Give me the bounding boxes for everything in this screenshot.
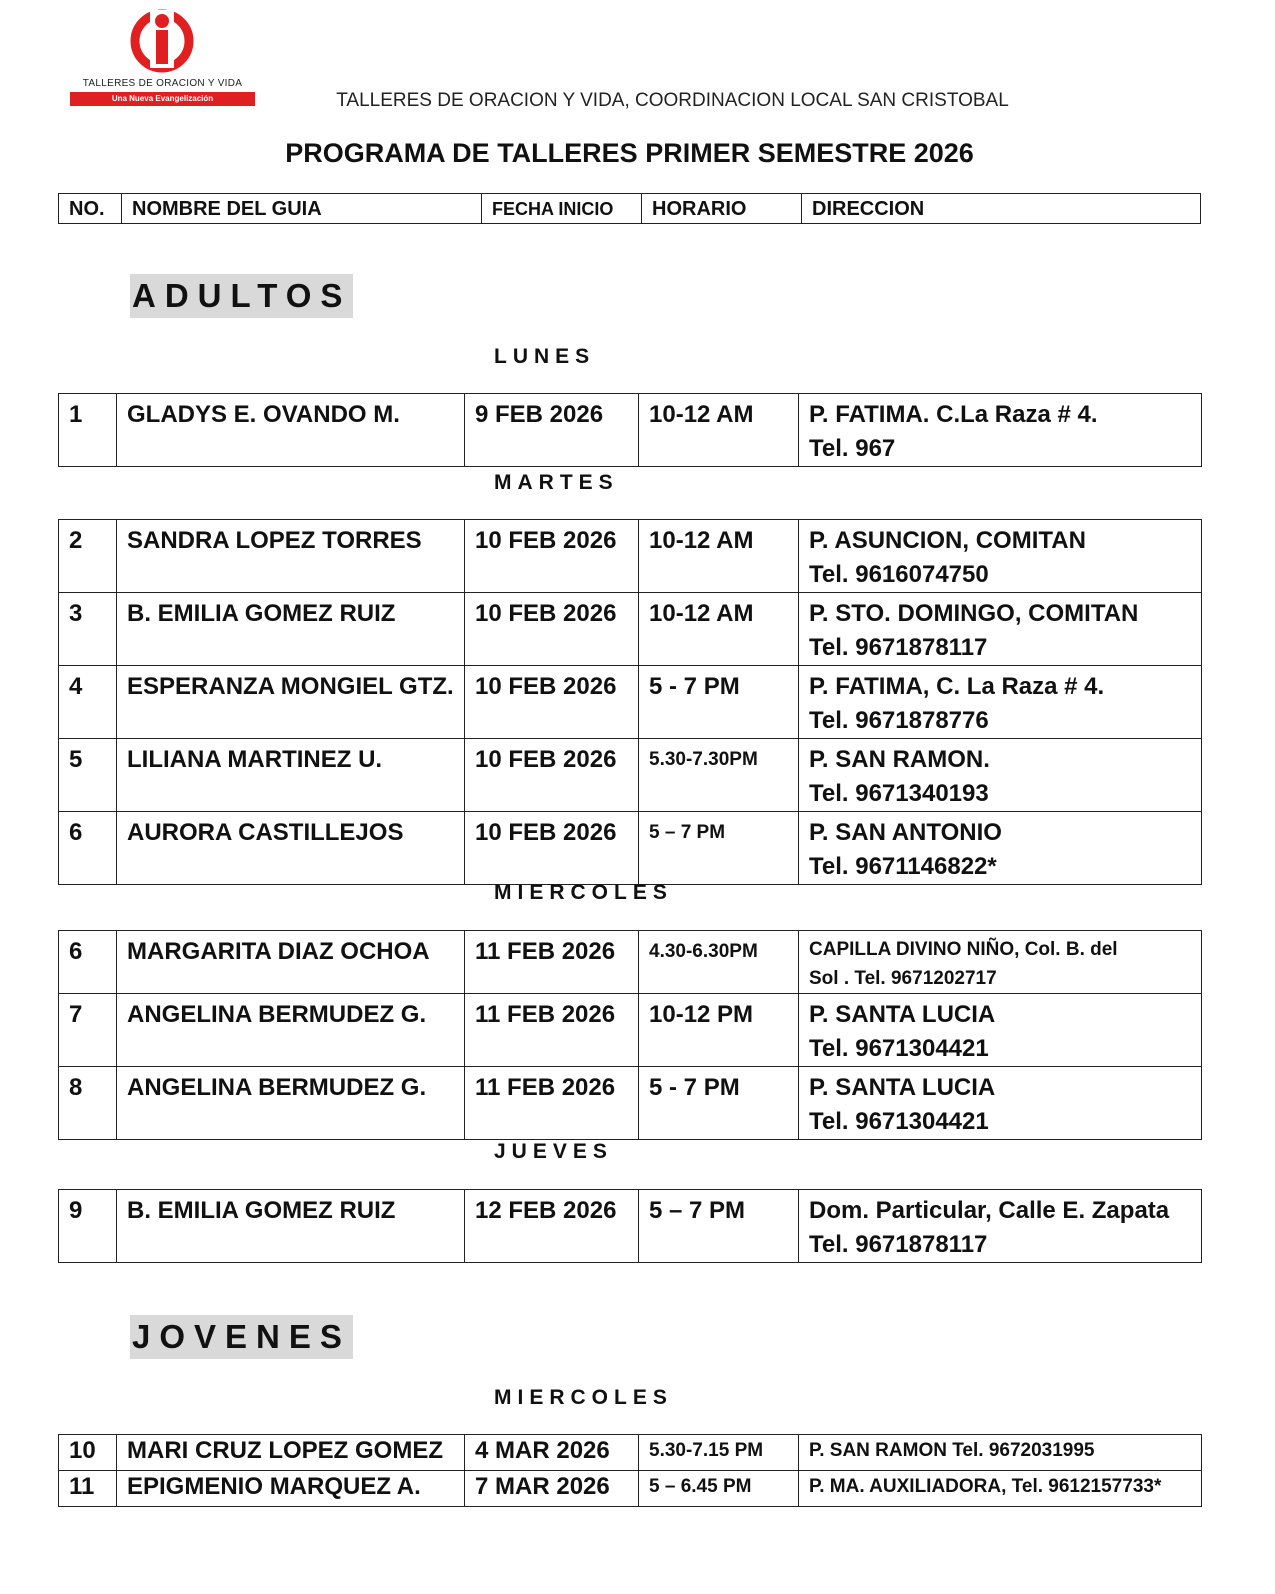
start-date: 10 FEB 2026 — [465, 520, 639, 593]
address-line: P. SANTA LUCIA — [809, 1001, 996, 1028]
schedule-time: 5 – 6.45 PM — [639, 1471, 799, 1507]
start-date: 9 FEB 2026 — [465, 394, 639, 467]
address-line: P. FATIMA, C. La Raza # 4. — [809, 673, 1105, 700]
start-date: 4 MAR 2026 — [465, 1435, 639, 1471]
start-date: 10 FEB 2026 — [465, 812, 639, 885]
schedule-time: 5 – 7 PM — [639, 1190, 799, 1263]
address — [799, 812, 1202, 885]
address-phone: Sol . Tel. 9671202717 — [809, 968, 997, 989]
schedule-table-miercoles — [58, 930, 1202, 1140]
address: P. SAN RAMON Tel. 9672031995 — [799, 1435, 1202, 1471]
day-title-lunes: LUNES — [494, 345, 596, 368]
guide-name: MARGARITA DIAZ OCHOA — [117, 931, 465, 994]
address — [799, 520, 1202, 593]
schedule-time: 5 - 7 PM — [639, 666, 799, 739]
address-phone: Tel. 9616074750 — [809, 561, 989, 588]
row-number: 4 — [59, 666, 117, 739]
start-date: 11 FEB 2026 — [465, 1067, 639, 1140]
guide-name: ANGELINA BERMUDEZ G. — [117, 1067, 465, 1140]
address-phone: Tel. 9671304421 — [809, 1035, 989, 1062]
start-date: 11 FEB 2026 — [465, 931, 639, 994]
address-line: Dom. Particular, Calle E. Zapata — [809, 1197, 1170, 1224]
section-title-adultos: ADULTOS — [130, 274, 353, 318]
table-row — [59, 739, 1202, 812]
logo-tagline: Una Nueva Evangelización — [70, 92, 255, 106]
schedule-time: 10-12 AM — [639, 520, 799, 593]
schedule-time: 5 – 7 PM — [639, 812, 799, 885]
logo-caption: TALLERES DE ORACION Y VIDA — [82, 78, 243, 89]
col-header-name: NOMBRE DEL GUIA — [121, 194, 481, 223]
start-date: 7 MAR 2026 — [465, 1471, 639, 1507]
guide-name: EPIGMENIO MARQUEZ A. — [117, 1471, 465, 1507]
address: P. MA. AUXILIADORA, Tel. 9612157733* — [799, 1471, 1202, 1507]
address — [799, 394, 1202, 467]
logo-icon — [70, 8, 255, 76]
page-title: PROGRAMA DE TALLERES PRIMER SEMESTRE 2026 — [285, 138, 974, 168]
schedule-table-martes — [58, 519, 1202, 885]
address-line: P. ASUNCION, COMITAN — [809, 527, 1086, 554]
address — [799, 739, 1202, 812]
guide-name: MARI CRUZ LOPEZ GOMEZ — [117, 1435, 465, 1471]
row-number: 8 — [59, 1067, 117, 1140]
schedule-table-lunes — [58, 393, 1202, 467]
row-number: 6 — [59, 931, 117, 994]
row-number: 5 — [59, 739, 117, 812]
address-line: P. STO. DOMINGO, COMITAN — [809, 600, 1139, 627]
address — [799, 593, 1202, 666]
day-title-miercoles: MIERCOLES — [494, 881, 673, 904]
org-line: TALLERES DE ORACION Y VIDA, COORDINACION LOCAL SAN CRISTOBAL — [336, 90, 1009, 111]
day-title-jueves: JUEVES — [494, 1140, 613, 1163]
guide-name: B. EMILIA GOMEZ RUIZ — [117, 593, 465, 666]
table-row — [59, 1067, 1202, 1140]
schedule-time: 4.30-6.30PM — [639, 931, 799, 994]
address-phone: Tel. 9671146822* — [809, 853, 997, 880]
address-phone: Tel. 9671304421 — [809, 1108, 989, 1135]
day-title-jovenes-miercoles: MIERCOLES — [494, 1386, 673, 1409]
col-header-no: NO. — [69, 198, 105, 220]
col-header-address: DIRECCION — [801, 194, 1200, 223]
guide-name: LILIANA MARTINEZ U. — [117, 739, 465, 812]
address-phone: Tel. 9671340193 — [809, 780, 989, 807]
col-header-time: HORARIO — [641, 194, 801, 223]
schedule-time: 10-12 AM — [639, 394, 799, 467]
start-date: 10 FEB 2026 — [465, 739, 639, 812]
day-title-martes: MARTES — [494, 471, 619, 494]
address-line: P. SAN ANTONIO — [809, 819, 1002, 846]
table-row — [59, 931, 1202, 994]
schedule-time: 10-12 AM — [639, 593, 799, 666]
table-row — [59, 1190, 1202, 1263]
start-date: 11 FEB 2026 — [465, 994, 639, 1067]
schedule-table-jovenes — [58, 1434, 1202, 1507]
col-header-date: FECHA INICIO — [481, 194, 641, 223]
start-date: 10 FEB 2026 — [465, 593, 639, 666]
table-row — [59, 1435, 1202, 1471]
row-number: 9 — [59, 1190, 117, 1263]
row-number: 1 — [59, 394, 117, 467]
address — [799, 666, 1202, 739]
row-number: 6 — [59, 812, 117, 885]
row-number: 2 — [59, 520, 117, 593]
schedule-table-jueves — [58, 1189, 1202, 1263]
schedule-time: 5.30-7.15 PM — [639, 1435, 799, 1471]
address — [799, 1190, 1202, 1263]
start-date: 10 FEB 2026 — [465, 666, 639, 739]
section-title-jovenes: JOVENES — [130, 1315, 353, 1359]
schedule-time: 5.30-7.30PM — [639, 739, 799, 812]
address — [799, 1067, 1202, 1140]
table-row — [59, 666, 1202, 739]
address-phone: Tel. 9671878776 — [809, 707, 989, 734]
guide-name: ESPERANZA MONGIEL GTZ. — [117, 666, 465, 739]
guide-name: SANDRA LOPEZ TORRES — [117, 520, 465, 593]
address-phone: Tel. 967 — [809, 435, 896, 462]
table-row — [59, 812, 1202, 885]
guide-name: B. EMILIA GOMEZ RUIZ — [117, 1190, 465, 1263]
address-line: P. FATIMA. C.La Raza # 4. — [809, 401, 1098, 428]
guide-name: GLADYS E. OVANDO M. — [117, 394, 465, 467]
table-row — [59, 1471, 1202, 1507]
guide-name: ANGELINA BERMUDEZ G. — [117, 994, 465, 1067]
table-row — [59, 394, 1202, 467]
row-number: 3 — [59, 593, 117, 666]
row-number: 7 — [59, 994, 117, 1067]
address — [799, 994, 1202, 1067]
row-number: 10 — [59, 1435, 117, 1471]
schedule-time: 5 - 7 PM — [639, 1067, 799, 1140]
address-line: P. SAN RAMON. — [809, 746, 990, 773]
start-date: 12 FEB 2026 — [465, 1190, 639, 1263]
table-row — [59, 593, 1202, 666]
logo — [70, 8, 255, 108]
address — [799, 931, 1202, 994]
guide-name: AURORA CASTILLEJOS — [117, 812, 465, 885]
address-line: CAPILLA DIVINO NIÑO, Col. B. del — [809, 939, 1118, 960]
address-line: P. SANTA LUCIA — [809, 1074, 996, 1101]
row-number: 11 — [59, 1471, 117, 1507]
table-row — [59, 994, 1202, 1067]
column-header-table — [58, 193, 1201, 224]
address-phone: Tel. 9671878117 — [809, 1231, 988, 1258]
table-row — [59, 520, 1202, 593]
address-phone: Tel. 9671878117 — [809, 634, 988, 661]
schedule-time: 10-12 PM — [639, 994, 799, 1067]
